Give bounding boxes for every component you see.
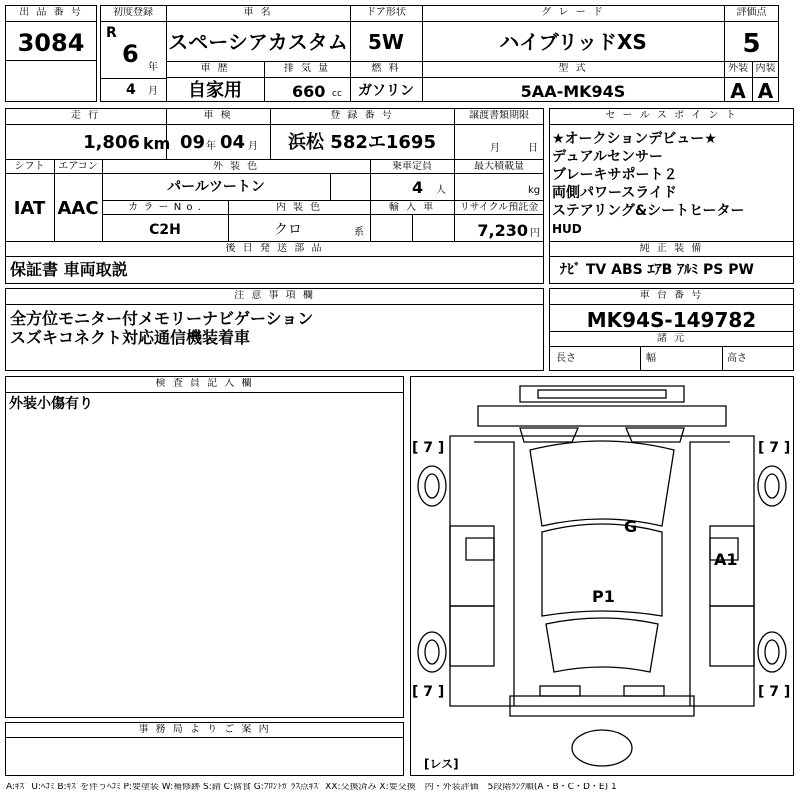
color-number: C2H [149, 222, 181, 238]
exterior-score: A [730, 79, 746, 103]
tire-front-right-depth: [ 7 ] [758, 440, 791, 456]
tire-front-right [758, 466, 786, 506]
air-conditioner: AAC [57, 198, 99, 219]
interior-label: 内装 [755, 63, 776, 74]
tire-front-left-depth: [ 7 ] [412, 440, 445, 456]
inspection-month-unit: 月 [248, 141, 258, 152]
first-reg-label: 初度登録 [113, 7, 153, 18]
width-label: 幅 [646, 353, 656, 364]
fuel-label: 燃 料 [371, 63, 401, 74]
chassis-number: MK94S-149782 [586, 308, 757, 332]
body-outline [450, 436, 754, 706]
recycle-unit: 円 [530, 228, 540, 239]
tire-rear-right [758, 632, 786, 672]
tire-rear-right-depth: [ 7 ] [758, 684, 791, 700]
interior-color: クロ [274, 222, 302, 238]
score-label: 評価点 [736, 7, 767, 18]
ac-label: エアコン [58, 161, 98, 172]
tire-rear-left-depth: [ 7 ] [412, 684, 445, 700]
transfer-deadline-label: 譲渡書類期限 [469, 110, 529, 121]
after-parts-label: 後 日 発 送 部 品 [225, 243, 324, 254]
displacement-label: 排 気 量 [283, 63, 331, 74]
chassis-label: 車 台 番 号 [639, 290, 704, 301]
legend: A:ｷｽﾞ U:ﾍｺﾐ B:ｷｽﾞを伴うﾍｺﾐ P:要塗装 W:補修跡 S:錆 C:腐食 G:ﾌﾛﾝﾄｶﾞﾗｽ点ｷｽﾞ XX:交換済み X:要交換 内・外装評価 5段階ﾗﾝｸ順(A・B・C・D・E) 1 [6, 783, 617, 792]
interior-score: A [757, 79, 774, 103]
era: R [106, 25, 117, 41]
sales-point-item: 両側パワースライド [552, 185, 677, 201]
notes-label: 注 意 事 項 欄 [234, 290, 315, 301]
inspector-box [5, 376, 404, 718]
note-line: スズキコネクト対応通信機装着車 [10, 328, 251, 347]
equipment-label: 純 正 装 備 [639, 243, 704, 254]
inspector-notes: 外装小傷有り [9, 396, 93, 412]
spare-tire [572, 730, 632, 766]
door-type: 5W [368, 30, 404, 54]
rear-glass [546, 618, 658, 672]
displacement: 660 [292, 82, 326, 101]
length-label: 長さ [556, 353, 576, 364]
model-label: 型 式 [558, 63, 588, 74]
sales-point-list [552, 130, 792, 238]
recycle-fee: 7,230 [477, 221, 528, 240]
inspector-label: 検 査 員 記 入 欄 [155, 378, 254, 389]
sales-point-item: デュアルセンサー [552, 149, 664, 165]
grade: ハイブリッドXS [499, 30, 647, 54]
import-label: 輸 入 車 [388, 202, 436, 213]
sales-point-item: ステアリング&シートヒーター [552, 203, 745, 219]
model-code: 5AA-MK94S [520, 82, 626, 101]
grade-label: グ レ ー ド [541, 7, 605, 18]
lot-label: 出 品 番 号 [19, 7, 83, 18]
history: 自家用 [188, 80, 242, 101]
inspection-label: 車 検 [203, 110, 233, 121]
car-name: スペーシアカスタム [168, 30, 348, 54]
shift-label: シフト [14, 161, 45, 172]
max-load-unit: kg [528, 185, 541, 196]
inspection-year-unit: 年 [206, 141, 216, 152]
sales-point-item: ブレーキサポート２ [552, 167, 678, 183]
history-label: 車 歴 [200, 63, 230, 74]
mileage-label: 走 行 [70, 110, 101, 121]
transfer-day-unit: 日 [528, 143, 538, 154]
registration-number: 浜松 582エ1695 [288, 132, 436, 153]
hood-outline [520, 386, 684, 402]
transfer-month-unit: 月 [490, 143, 500, 154]
door-label: ドア形状 [366, 7, 406, 18]
spare-tire-label: [レス] [424, 757, 459, 771]
overall-score: 5 [742, 29, 761, 59]
first-reg-year: 6 [122, 40, 139, 68]
reg-number-label: 登 録 番 号 [330, 110, 394, 121]
damage-mark-a1: A1 [714, 550, 738, 569]
fuel: ガソリン [358, 83, 414, 99]
inspection-month: 04 [220, 132, 246, 153]
capacity-label: 乗車定員 [392, 161, 432, 172]
damage-mark-g: G [624, 517, 638, 536]
capacity: 4 [412, 178, 424, 197]
tire-front-left [418, 466, 446, 506]
car-diagram [410, 376, 794, 776]
color-no-label: カ ラ ー N o . [128, 202, 202, 213]
capacity-unit: 人 [436, 185, 446, 196]
damage-mark-p1: P1 [592, 587, 615, 606]
office-label: 事 務 局 よ り ご 案 内 [138, 724, 271, 735]
displacement-unit: cc [332, 89, 342, 99]
exterior-color: パールツートン [167, 179, 265, 195]
sales-point-item: ★オークションデビュー★ [552, 131, 717, 147]
first-reg-month: 4 [126, 82, 136, 98]
shift: IAT [13, 198, 46, 219]
car-name-label: 車 名 [243, 7, 273, 18]
ext-color-label: 外 装 色 [212, 161, 260, 172]
equipment-list: ﾅﾋﾞ TV ABS ｴｱB ｱﾙﾐ PS PW [560, 262, 754, 278]
mileage-unit: km [143, 134, 171, 153]
note-line: 全方位モニター付メモリーナビゲーション [10, 309, 314, 328]
front-bumper [478, 406, 726, 426]
sales-point-label: セ ー ル ス ポ イ ン ト [605, 110, 738, 121]
after-parts: 保証書 車両取説 [10, 260, 128, 279]
int-color-label: 内 装 色 [275, 202, 323, 213]
exterior-label: 外装 [728, 63, 748, 74]
year-unit: 年 [148, 62, 158, 73]
month-unit: 月 [148, 86, 158, 97]
lot-number: 3084 [17, 29, 85, 57]
specs-label: 諸 元 [656, 333, 687, 344]
height-label: 高さ [727, 353, 747, 364]
mileage: 1,806 [83, 132, 140, 153]
max-load-label: 最大積載量 [474, 161, 524, 172]
tire-rear-left [418, 632, 446, 672]
inspection-year: 09 [180, 132, 206, 153]
recycle-label: リサイクル預託金 [459, 202, 539, 213]
windshield [530, 441, 674, 526]
interior-color-unit: 系 [354, 227, 364, 238]
sales-point-item: HUD [552, 222, 582, 236]
